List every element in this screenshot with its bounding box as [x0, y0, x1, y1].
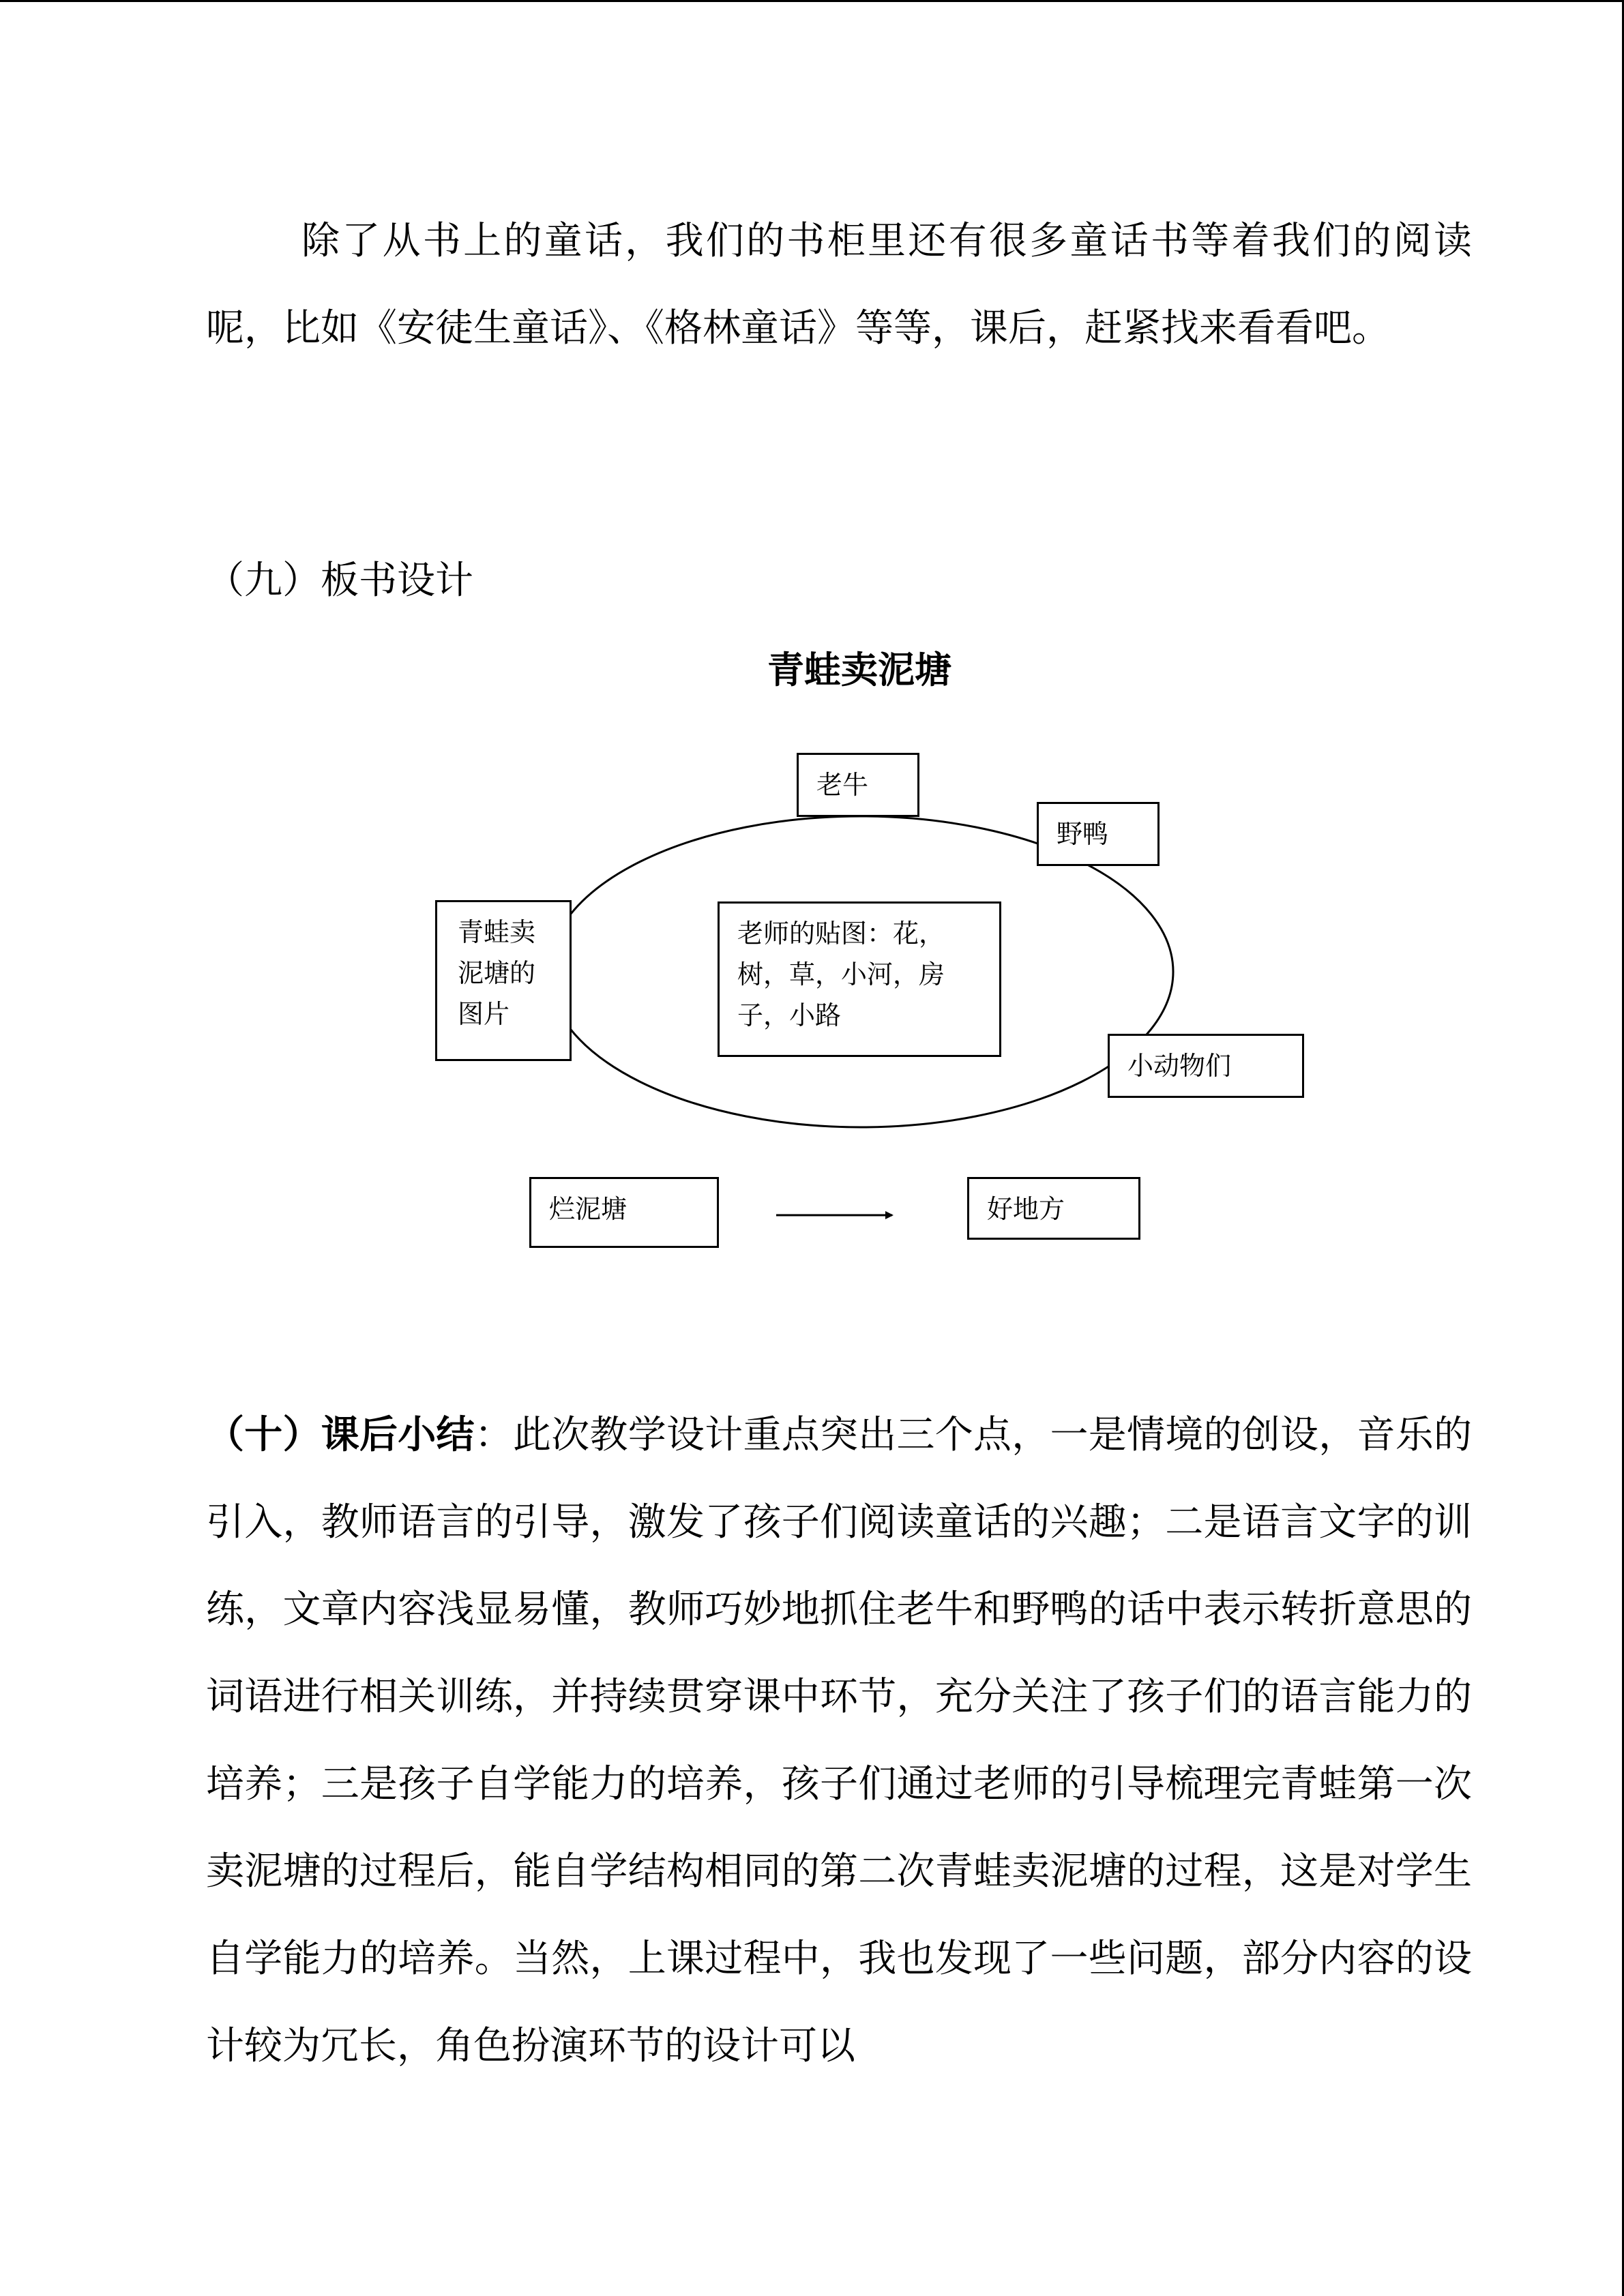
section-10-text: 此次教学设计重点突出三个点，一是情境的创设，音乐的引入，教师语言的引导，激发了孩子们阅读童话的兴趣；二是语言文字的训练，文章内容浅显易懂，教师巧妙地抓住老牛和野鸭的话中表示转折意思的词语进行相关训练，并持续贯穿课中环节，充分关注了孩子们的语言能力的培养；三是孩子自学能力的培养，孩子们通过老师的引导梳理完青蛙第一次卖泥塘的过程后，能自学结构相同的第二次青蛙卖泥塘的过程，这是对学生自学能力的培养。当然，上课过程中，我也发现了一些问题，部分内容的设计较为冗长，角色扮演环节的设计可以	[206, 1413, 1472, 2068]
section-10-summary	[206, 1391, 1472, 2090]
box-yeya: 野鸭	[1037, 802, 1160, 866]
page-top-border	[0, 0, 1624, 2]
box-small-animals: 小动物们	[1108, 1034, 1304, 1098]
paragraph-reading-suggestion: 除了从书上的童话，我们的书柜里还有很多童话书等着我们的阅读呢，比如《安徒生童话》、《格林童话》等等，课后，赶紧找来看看吧。	[206, 219, 1472, 351]
box-picture: 青蛙卖泥塘的图片	[435, 900, 572, 1061]
box-good-place: 好地方	[967, 1177, 1140, 1240]
box-bad-mud-pond: 烂泥塘	[529, 1177, 719, 1248]
section-9-heading: （九）板书设计	[206, 558, 473, 603]
board-title: 青蛙卖泥塘	[767, 648, 951, 691]
box-laoniu: 老牛	[797, 753, 919, 817]
box-teacher-stickers: 老师的贴图：花，树，草，小河，房子，小路	[718, 901, 1001, 1057]
section-10-label: （十）课后小结	[206, 1412, 475, 1457]
section-10-colon: ：	[474, 1413, 513, 1457]
